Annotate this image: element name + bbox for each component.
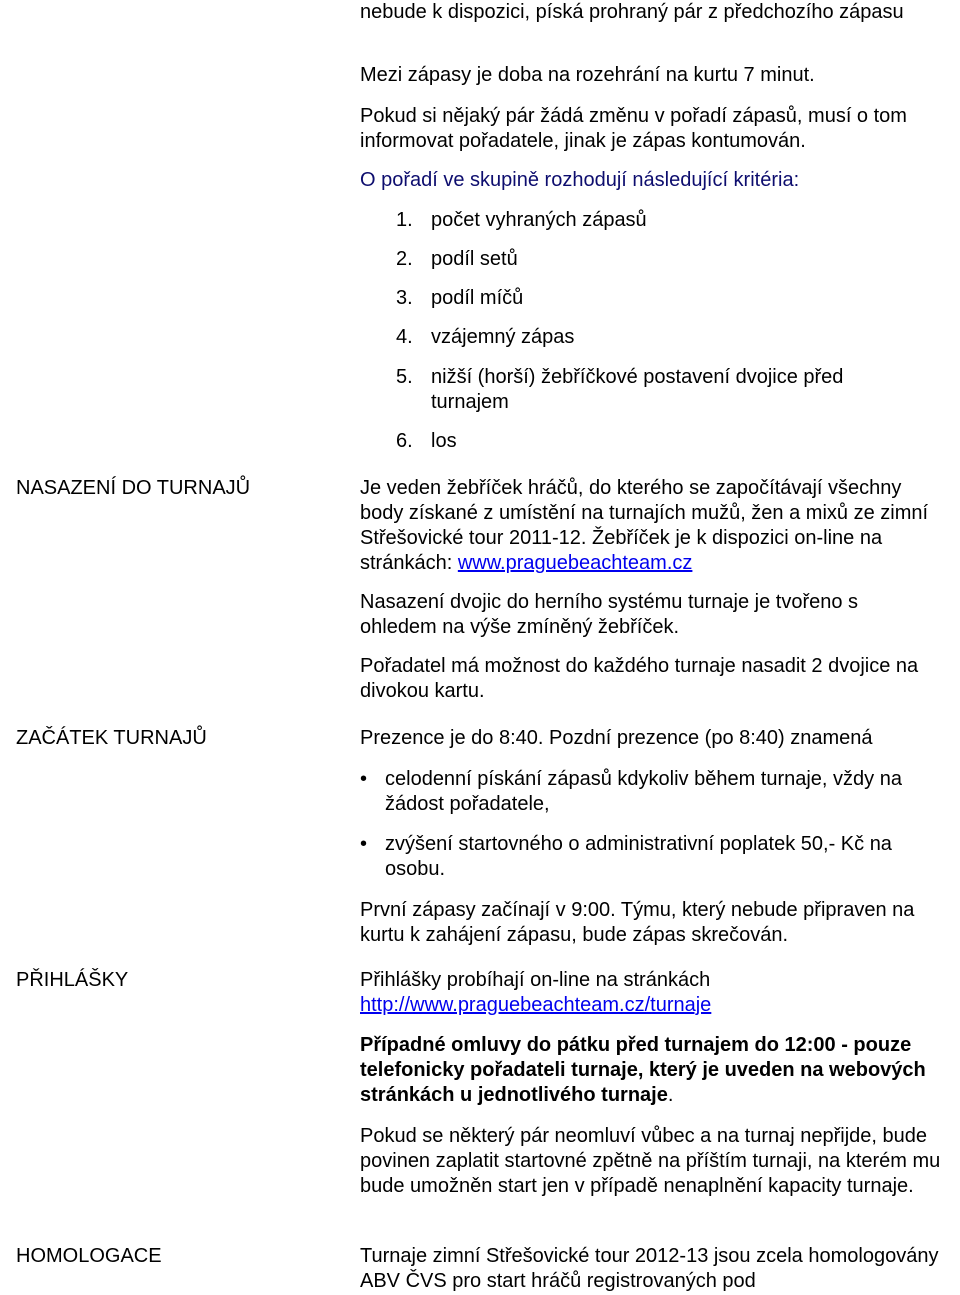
homologation-paragraph-1: Turnaje zimní Střešovické tour 2012-13 jsou zcela homologovány ABV ČVS pro start hráčů registrovaných pod [360,1245,939,1292]
criteria-number: 4. [396,326,413,348]
seeding-paragraph-2: Nasazení dvojic do herního systému turnaje je tvořeno s ohledem na výše zmíněný žebříček. [360,591,859,638]
seeding-paragraph-1 [360,476,940,576]
website-link[interactable]: www.praguebeachteam.cz [457,552,693,574]
seeding-paragraph-3: Pořadatel má možnost do každého turnaje nasadit 2 dvojice na divokou kartu. [360,655,919,702]
criteria-number: 6. [396,430,413,452]
start-paragraph-1: Prezence je do 8:40. Pozdní prezence (po 8:40) znamená [360,727,873,749]
cancellation-notice-end: . [667,1084,674,1106]
criteria-number: 5. [396,366,413,388]
criteria-item: nižší (horší) žebříčkové postavení dvojice před turnajem [431,366,844,413]
criteria-number: 2. [396,248,413,270]
intro-paragraph-1: nebude k dispozici, píská prohraný pár z předchozího zápasu [360,1,904,23]
criteria-item: počet vyhraných zápasů [431,209,647,231]
section-label-registration: PŘIHLÁŠKY [16,969,129,991]
criteria-number: 1. [396,209,413,231]
registration-paragraph-3: Pokud se některý pár neomluví vůbec a na turnaj nepřijde, bude povinen zaplatit startovné zpětně na příštím turnaji, na kterém mu bude umožněn start jen v případě nenaplnění kapacity turnaje. [360,1125,941,1197]
registration-link[interactable]: http://www.praguebeachteam.cz/turnaje [360,994,712,1016]
section-label-homologation: HOMOLOGACE [16,1245,162,1267]
registration-text: Přihlášky probíhají on-line na stránkách [360,969,711,991]
criteria-item: podíl míčů [431,287,524,309]
criteria-item: los [431,430,457,452]
seeding-text: Je veden žebříček hráčů, do kterého se započítávají všechny body získané z umístění na turnajích mužů, žen a mixů ze zimní Střešovické tour 2011-12. Žebříček je k dispozici on-line na stránkách: [360,477,929,574]
registration-paragraph-2 [360,1033,945,1108]
criteria-heading: O pořadí ve skupině rozhodují následující kritéria: [360,169,800,191]
section-label-start: ZAČÁTEK TURNAJŮ [16,727,207,749]
bullet-icon: • [360,833,368,855]
criteria-number: 3. [396,287,413,309]
bullet-icon: • [360,768,368,790]
registration-paragraph-1 [360,968,950,1018]
cancellation-notice: Případné omluvy do pátku před turnajem do 12:00 - pouze telefonicky pořadateli turnaje, který je uveden na webových stránkách u jednotlivého turnaje [360,1034,926,1106]
bullet-item: celodenní pískání zápasů kdykoliv během turnaje, vždy na žádost pořadatele, [385,768,902,815]
intro-paragraph-3: Pokud si nějaký pár žádá změnu v pořadí zápasů, musí o tom informovat pořadatele, jinak je zápas kontumován. [360,105,907,152]
section-label-seeding: NASAZENÍ DO TURNAJŮ [16,477,251,499]
criteria-item: vzájemný zápas [431,326,575,348]
criteria-item: podíl setů [431,248,518,270]
intro-paragraph-2: Mezi zápasy je doba na rozehrání na kurtu 7 minut. [360,64,815,86]
bullet-item: zvýšení startovného o administrativní poplatek 50,- Kč na osobu. [385,833,892,880]
start-paragraph-2: První zápasy začínají v 9:00. Týmu, který nebude připraven na kurtu k zahájení zápasu, bude zápas skrečován. [360,899,915,946]
